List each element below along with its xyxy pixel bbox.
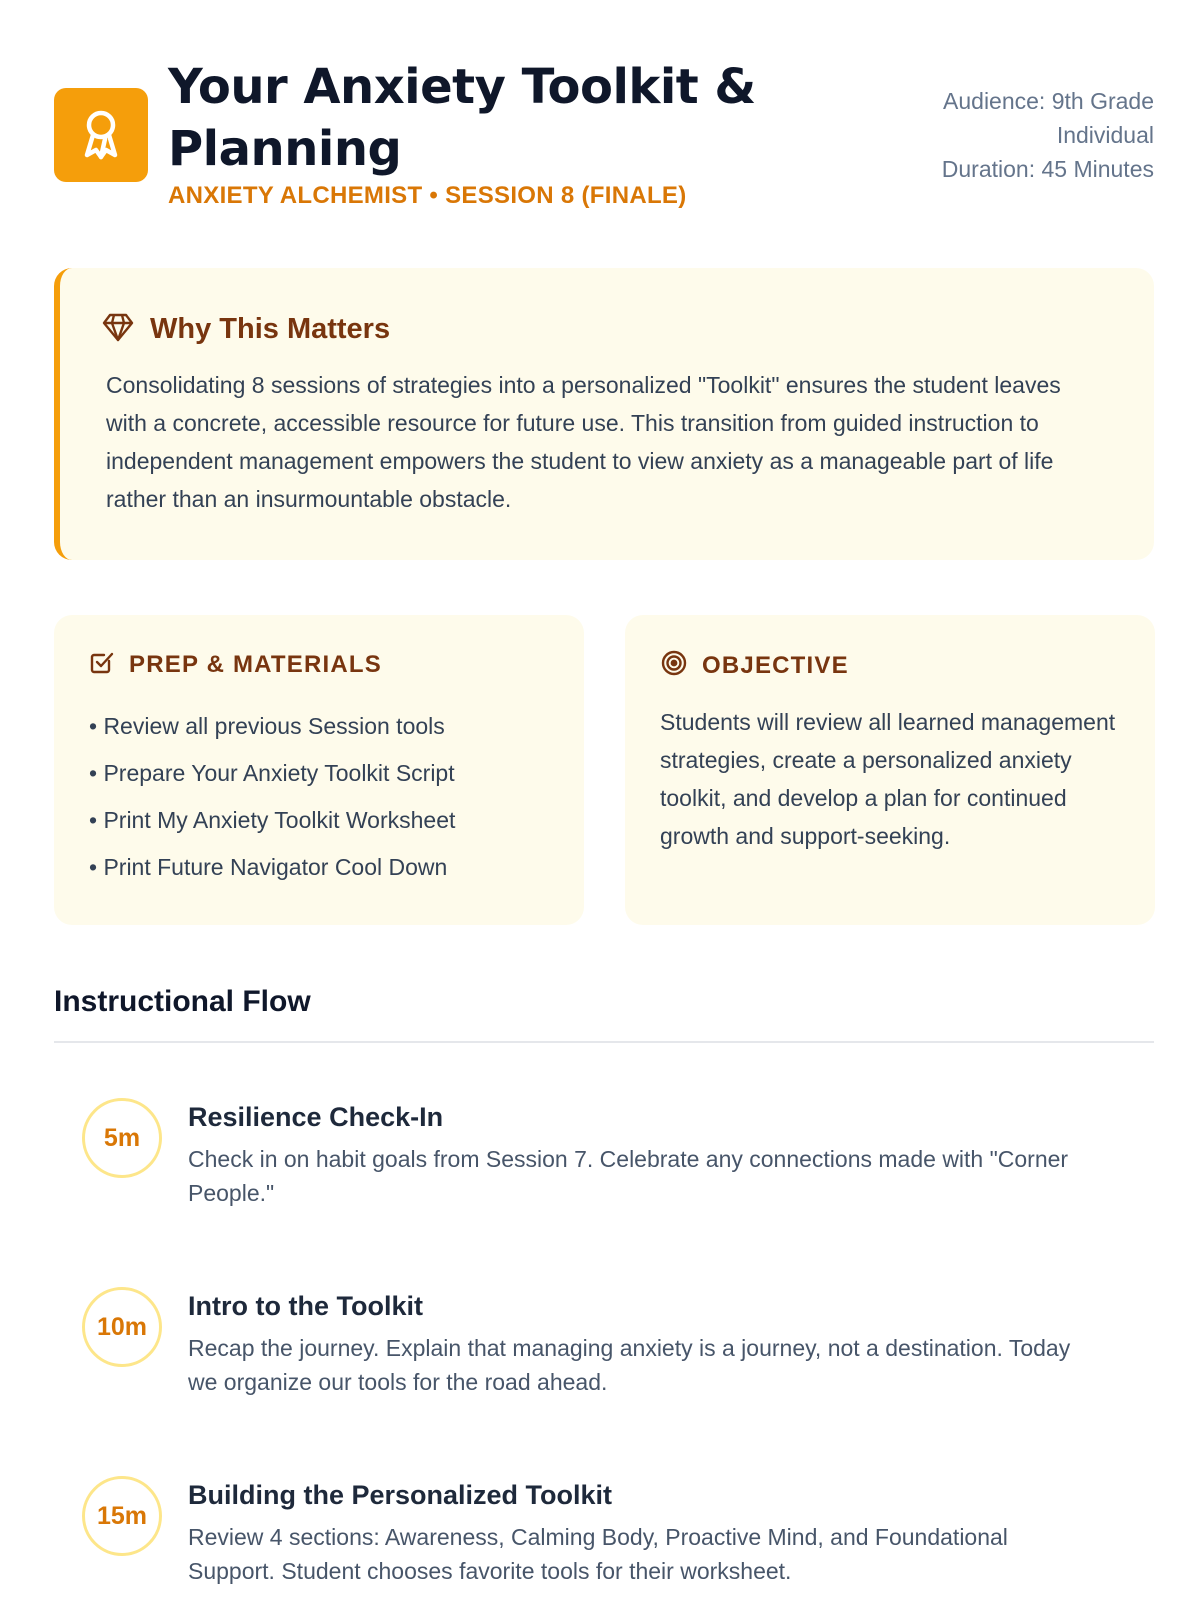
lesson-header bbox=[54, 56, 1154, 216]
list-item: • Prepare Your Anxiety Toolkit Script bbox=[89, 760, 455, 786]
step-title: Building the Personalized Toolkit bbox=[188, 1480, 613, 1510]
prep-materials-card bbox=[54, 615, 584, 925]
why-header bbox=[102, 312, 390, 347]
page-subtitle: ANXIETY ALCHEMIST • SESSION 8 (FINALE) bbox=[168, 182, 687, 209]
award-ribbon-icon bbox=[54, 88, 148, 182]
objective-header bbox=[660, 649, 849, 682]
objective-text: Students will review all learned management strategies, create a personalized anxiety toolkit, and develop a plan for continued growth and support-seeking. bbox=[660, 709, 1116, 849]
format-label: Individual bbox=[1056, 122, 1154, 148]
list-item: • Review all previous Session tools bbox=[89, 713, 445, 739]
why-title: Why This Matters bbox=[150, 313, 391, 345]
step-description: Recap the journey. Explain that managing anxiety is a journey, not a destination. Today we organize our tools for the road ahead. bbox=[188, 1335, 1071, 1395]
checkbox-icon bbox=[89, 649, 115, 680]
page-title: Your Anxiety Toolkit & Planning bbox=[168, 59, 756, 177]
why-body: Consolidating 8 sessions of strategies into a personalized "Toolkit" ensures the student leaves with a concrete, accessible resource for future use. This transition from guided instruction to independent management empowers the student to view anxiety as a manageable part of life rather than an insurmountable obstacle. bbox=[106, 372, 1061, 512]
objective-card bbox=[625, 615, 1155, 925]
target-icon bbox=[660, 649, 688, 682]
list-item: • Print Future Navigator Cool Down bbox=[89, 854, 448, 880]
lesson-meta bbox=[942, 84, 1154, 186]
list-item: • Print My Anxiety Toolkit Worksheet bbox=[89, 807, 456, 833]
title-block bbox=[168, 56, 808, 210]
step-title: Resilience Check-In bbox=[188, 1102, 444, 1132]
audience-label: Audience: 9th Grade bbox=[943, 88, 1154, 114]
step-duration-badge: 15m bbox=[82, 1476, 162, 1556]
prep-title: PREP & MATERIALS bbox=[129, 650, 383, 678]
section-title: Instructional Flow bbox=[54, 985, 311, 1018]
prep-header bbox=[89, 649, 382, 680]
objective-title: OBJECTIVE bbox=[702, 651, 849, 679]
duration-label: Duration: 45 Minutes bbox=[941, 156, 1154, 182]
step-duration-badge: 10m bbox=[82, 1287, 162, 1367]
prep-list bbox=[89, 703, 455, 891]
divider bbox=[54, 1041, 1154, 1043]
why-this-matters-card bbox=[54, 268, 1154, 560]
step-description: Review 4 sections: Awareness, Calming Body, Proactive Mind, and Foundational Support. Student chooses favorite tools for their worksheet. bbox=[188, 1524, 1008, 1584]
gem-icon bbox=[102, 312, 134, 347]
step-duration-badge: 5m bbox=[82, 1098, 162, 1178]
step-description: Check in on habit goals from Session 7. Celebrate any connections made with "Corner People." bbox=[188, 1146, 1069, 1206]
step-title: Intro to the Toolkit bbox=[188, 1291, 423, 1321]
